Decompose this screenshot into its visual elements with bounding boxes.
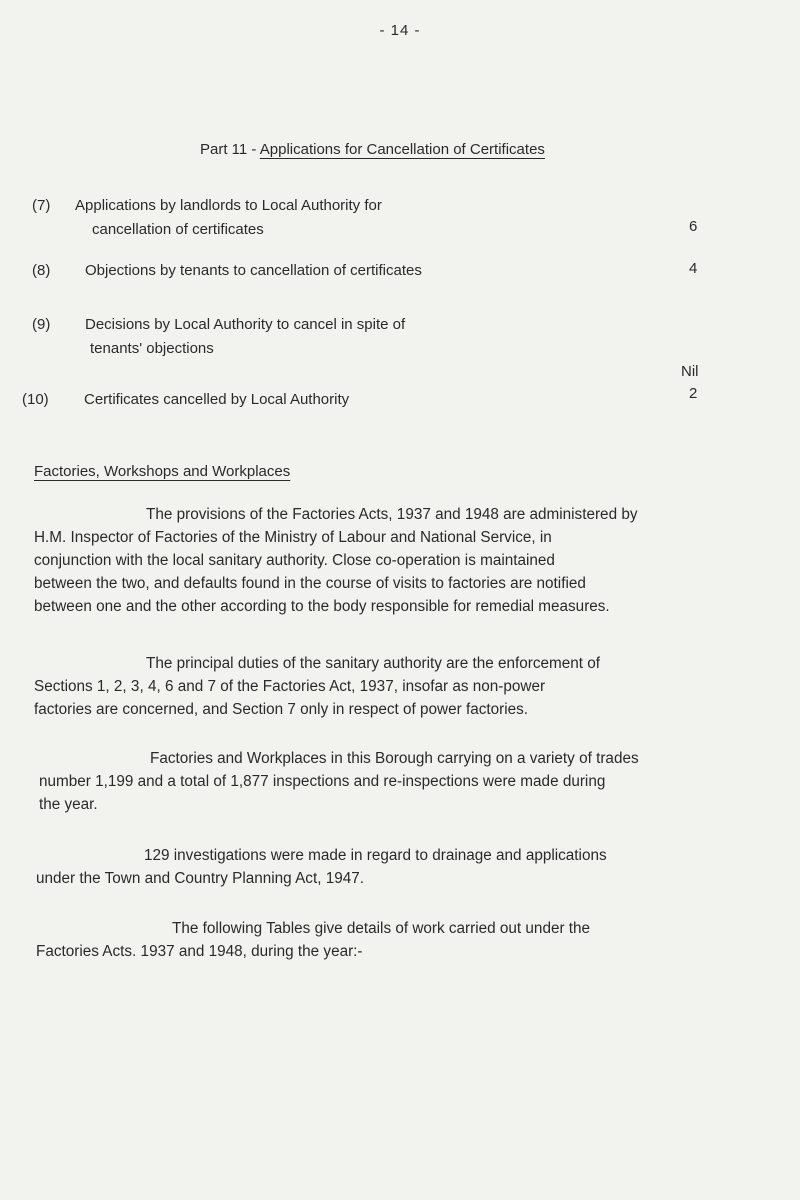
paragraph-line: Factories and Workplaces in this Borough carrying on a variety of trades (150, 750, 639, 767)
item-value: 2 (689, 385, 698, 402)
paragraph-line: The following Tables give details of work carried out under the (172, 920, 591, 937)
part-title-text: Applications for Cancellation of Certificates (259, 141, 545, 158)
item-text-line: cancellation of certificates (92, 221, 264, 238)
item-text-line: Applications by landlords to Local Authority for (75, 197, 382, 214)
paragraph-line: number 1,199 and a total of 1,877 inspections and re-inspections were made during (39, 773, 606, 790)
paragraph (39, 747, 639, 816)
list-item (22, 385, 732, 412)
paragraph-line: the year. (39, 796, 98, 813)
paragraph (34, 652, 600, 721)
item-value: 4 (689, 260, 698, 277)
item-value: 6 (689, 218, 698, 235)
paragraph-line: Sections 1, 2, 3, 4, 6 and 7 of the Factories Act, 1937, insofar as non-power (34, 678, 546, 695)
part-title (200, 140, 545, 160)
item-text-line: Objections by tenants to cancellation of certificates (85, 262, 422, 279)
list-item (32, 259, 732, 283)
paragraph-line: under the Town and Country Planning Act, 1947. (36, 870, 364, 887)
item-number: (9) (32, 316, 51, 333)
page-number: - 14 - (379, 22, 421, 39)
paragraph (34, 503, 637, 618)
part-prefix: Part 11 - (200, 141, 260, 158)
list-item (32, 194, 732, 242)
section-heading: Factories, Workshops and Workplaces (34, 463, 291, 480)
paragraph-line: Factories Acts. 1937 and 1948, during the year:- (36, 943, 363, 960)
paragraph-line: H.M. Inspector of Factories of the Ministry of Labour and National Service, in (34, 529, 552, 546)
item-text-line: tenants' objections (90, 340, 214, 357)
paragraph (36, 844, 607, 890)
item-number: (7) (32, 197, 51, 214)
paragraph-line: between the two, and defaults found in the course of visits to factories are notified (34, 575, 586, 592)
paragraph-line: conjunction with the local sanitary authority. Close co-operation is maintained (34, 552, 555, 569)
paragraph-line: 129 investigations were made in regard to drainage and applications (144, 847, 607, 864)
paragraph-line: The principal duties of the sanitary authority are the enforcement of (146, 655, 601, 672)
item-number: (10) (22, 391, 49, 408)
list-item (32, 313, 732, 380)
item-text-line: Certificates cancelled by Local Authority (84, 391, 350, 408)
paragraph-line: between one and the other according to the body responsible for remedial measures. (34, 598, 610, 615)
paragraph-line: factories are concerned, and Section 7 only in respect of power factories. (34, 701, 529, 718)
item-value: Nil (681, 363, 699, 380)
paragraph-line: The provisions of the Factories Acts, 1937 and 1948 are administered by (146, 506, 638, 523)
paragraph (36, 917, 590, 963)
item-text-line: Decisions by Local Authority to cancel in spite of (85, 316, 406, 333)
item-number: (8) (32, 262, 51, 279)
